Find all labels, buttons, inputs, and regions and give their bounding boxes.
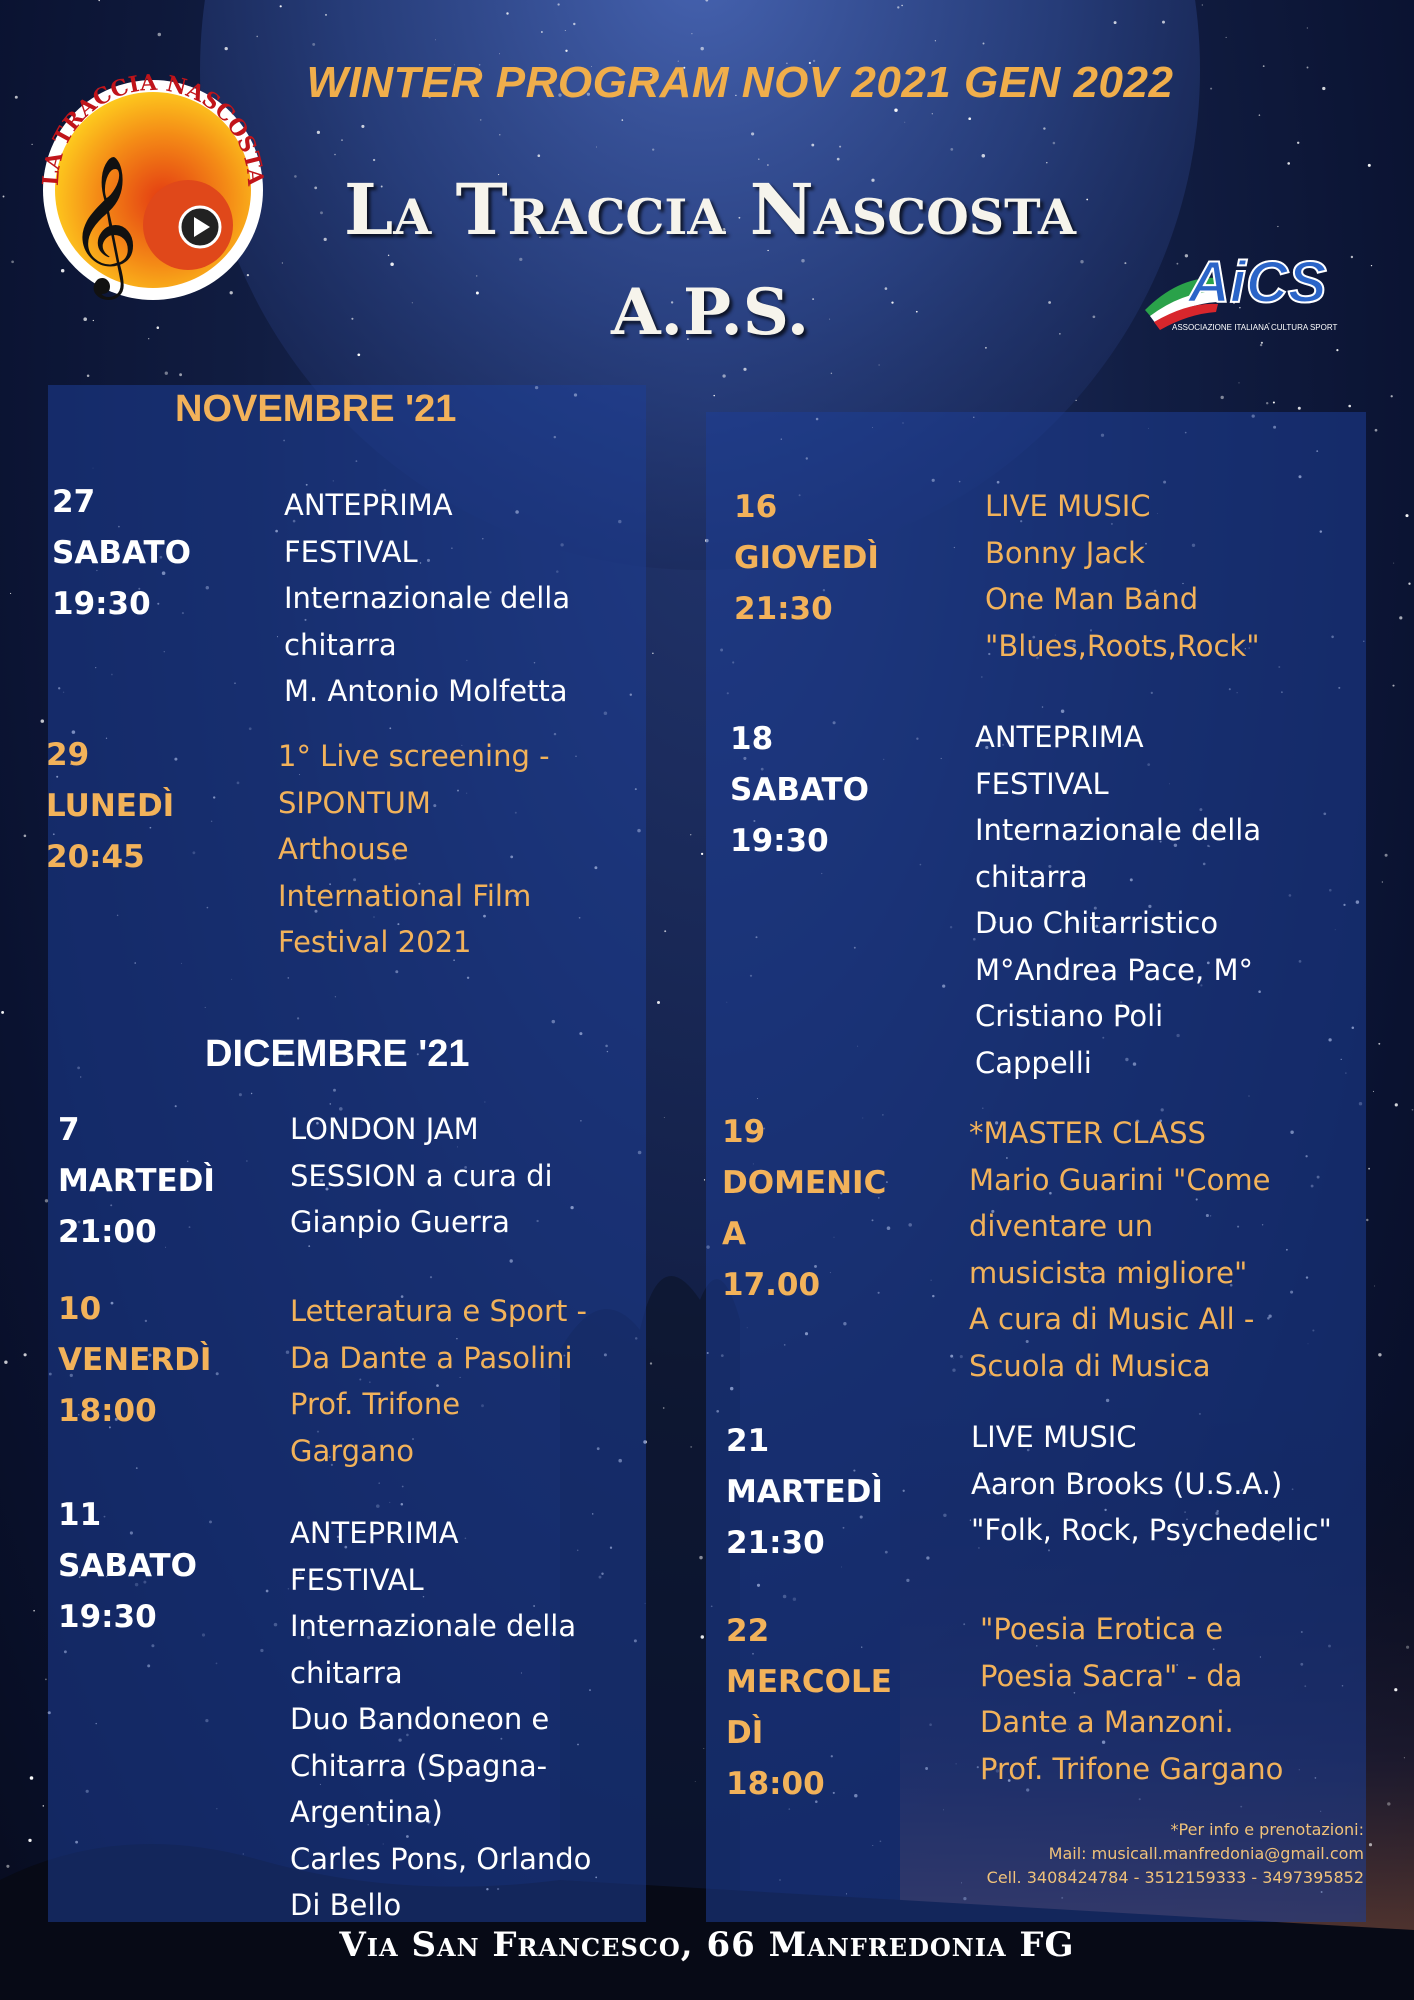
star	[1351, 256, 1353, 258]
star	[256, 36, 258, 38]
star	[622, 119, 624, 121]
star	[334, 154, 336, 156]
star	[43, 1805, 45, 1807]
star	[1378, 1043, 1380, 1045]
star	[93, 320, 94, 321]
star	[664, 1117, 665, 1118]
star	[1394, 1688, 1397, 1691]
star	[1399, 616, 1402, 619]
star	[664, 930, 666, 932]
star	[1395, 1103, 1398, 1106]
star	[1391, 395, 1393, 397]
star	[901, 5, 902, 6]
star	[650, 1362, 652, 1364]
star	[1366, 1219, 1368, 1221]
star	[506, 12, 508, 14]
star	[325, 14, 327, 16]
event-date: 27 SABATO 19:30	[52, 484, 192, 622]
event-date: 11 SABATO 19:30	[58, 1497, 198, 1635]
star	[1393, 563, 1394, 564]
event-description: LIVE MUSIC Bonny Jack One Man Band "Blues,Roots,Rock"	[985, 489, 1260, 663]
star	[1387, 1802, 1390, 1805]
star	[743, 368, 746, 371]
event-description: 1° Live screening - SIPONTUM Arthouse International Film Festival 2021	[278, 739, 550, 959]
star	[28, 1839, 31, 1842]
star	[1348, 405, 1351, 408]
star	[767, 164, 769, 166]
star	[312, 43, 315, 46]
logo-ring-text: LA TRACCIA NASCOSTA	[37, 69, 269, 187]
star	[282, 262, 283, 263]
star	[148, 338, 149, 339]
svg-text:𝄞: 𝄞	[68, 155, 139, 294]
star	[1046, 162, 1047, 163]
star	[1408, 583, 1410, 585]
star	[758, 158, 760, 160]
star	[24, 835, 27, 838]
star	[701, 853, 703, 855]
star	[1298, 407, 1301, 410]
star	[663, 1407, 665, 1409]
star	[983, 43, 985, 45]
event-description: ANTEPRIMA FESTIVAL Internazionale della chitarra M. Antonio Molfetta	[284, 488, 571, 708]
star	[701, 1635, 704, 1638]
star	[596, 147, 597, 148]
star	[1371, 265, 1372, 266]
star	[1404, 1757, 1405, 1758]
star	[30, 1776, 34, 1780]
star	[1221, 396, 1224, 399]
star	[1378, 1353, 1381, 1356]
star	[1405, 514, 1408, 517]
event-date: 21 MARTEDÌ 21:30	[726, 1423, 883, 1561]
star	[1322, 87, 1325, 90]
star	[87, 374, 90, 377]
aics-tagline: ASSOCIAZIONE ITALIANA CULTURA SPORT	[1172, 323, 1338, 332]
star	[4, 1360, 7, 1363]
star	[1368, 164, 1371, 167]
organization-title: La Traccia Nascosta	[343, 168, 1076, 251]
star	[1373, 1091, 1374, 1092]
star	[1287, 162, 1290, 165]
star	[1277, 226, 1278, 227]
star	[1392, 685, 1394, 687]
association-logo	[28, 55, 278, 305]
star	[373, 159, 375, 161]
star	[839, 146, 841, 148]
star	[700, 47, 703, 50]
aics-name: AiCS	[1188, 250, 1327, 315]
star	[879, 364, 880, 365]
star	[894, 108, 897, 111]
star	[1307, 27, 1308, 28]
star	[24, 1353, 27, 1356]
star	[1263, 65, 1265, 67]
star	[388, 255, 389, 256]
star	[361, 125, 364, 128]
star	[811, 144, 814, 147]
star	[390, 262, 394, 266]
star	[158, 33, 161, 36]
star	[968, 117, 971, 120]
event-date: 19 DOMENIC A 17.00	[722, 1114, 887, 1303]
event-date: 29 LUNEDÌ 20:45	[46, 737, 175, 875]
star	[317, 131, 320, 134]
event-date: 22 MERCOLE DÌ 18:00	[726, 1613, 892, 1802]
month-heading-december: DICEMBRE '21	[205, 1033, 470, 1075]
star	[1259, 114, 1261, 116]
star	[831, 373, 832, 374]
star	[45, 1679, 47, 1681]
star	[6, 1865, 9, 1868]
star	[1, 1011, 4, 1014]
star	[341, 139, 343, 141]
star	[690, 834, 691, 835]
star	[1124, 262, 1126, 264]
month-heading-november: NOVEMBRE '21	[175, 388, 457, 430]
star	[565, 50, 567, 52]
star	[165, 372, 168, 375]
event-description: Letteratura e Sport - Da Dante a Pasolini Prof. Trifone Gargano	[290, 1294, 588, 1468]
star	[1406, 1646, 1409, 1649]
star	[537, 154, 540, 157]
star	[652, 653, 653, 654]
star	[1368, 1168, 1370, 1170]
star	[690, 1446, 692, 1448]
star	[179, 373, 182, 376]
event-description: "Poesia Erotica e Poesia Sacra" - da Dante a Manzoni. Prof. Trifone Gargano	[980, 1612, 1284, 1786]
star	[801, 259, 804, 262]
contact-info	[987, 1818, 1364, 1890]
star	[11, 260, 14, 263]
star	[1076, 400, 1077, 401]
star	[1260, 344, 1262, 346]
star	[519, 258, 522, 261]
star	[1043, 127, 1045, 129]
star	[703, 1748, 704, 1749]
star	[897, 6, 899, 8]
aics-logo	[1140, 240, 1340, 340]
star	[1307, 67, 1309, 69]
star	[1202, 4, 1203, 5]
event-date: 7 MARTEDÌ 21:00	[58, 1112, 215, 1250]
star	[657, 1001, 660, 1004]
event-description: LIVE MUSIC Aaron Brooks (U.S.A.) "Folk, Rock, Psychedelic"	[971, 1420, 1332, 1547]
star	[565, 30, 566, 31]
star	[1080, 260, 1083, 263]
star	[499, 53, 500, 54]
star	[3, 196, 5, 198]
star	[904, 122, 905, 123]
star	[225, 47, 228, 50]
star	[1336, 349, 1338, 351]
star	[751, 132, 754, 135]
event-date: 18 SABATO 19:30	[730, 721, 870, 859]
star	[280, 5, 282, 7]
info-phones: Cell. 3408424784 - 3512159333 - 3497395852	[986, 1868, 1364, 1887]
organization-subtitle: A.P.S.	[611, 275, 809, 350]
star	[541, 31, 543, 33]
info-email: Mail: musicall.manfredonia@gmail.com	[1048, 1844, 1364, 1863]
star	[435, 39, 436, 40]
event-description: ANTEPRIMA FESTIVAL Internazionale della chitarra Duo Bandoneon e Chitarra (Spagna- Argentina) Carles Pons, Orlando Di Bello	[290, 1516, 592, 1922]
star	[33, 1610, 35, 1612]
event-description: LONDON JAM SESSION a cura di Gianpio Guerra	[290, 1112, 553, 1239]
star	[713, 395, 714, 396]
program-title: WINTER PROGRAM NOV 2021 GEN 2022	[306, 58, 1174, 107]
star	[157, 326, 160, 329]
star	[499, 134, 500, 135]
star	[98, 0, 100, 1]
star	[1297, 142, 1299, 144]
star	[10, 593, 11, 594]
star	[15, 96, 18, 99]
star	[935, 40, 936, 41]
star	[1226, 37, 1227, 38]
event-description: ANTEPRIMA FESTIVAL Internazionale della chitarra Duo Chitarristico M°Andrea Pace, M° Cristiano Poli Cappelli	[975, 720, 1262, 1080]
star	[1374, 1286, 1375, 1287]
star	[41, 719, 45, 723]
star	[1375, 429, 1378, 432]
star	[1369, 1843, 1372, 1846]
star	[691, 33, 692, 34]
event-date: 16 GIOVEDÌ 21:30	[734, 489, 879, 627]
star	[557, 3, 559, 5]
star	[950, 148, 953, 151]
star	[722, 374, 725, 377]
star	[83, 317, 87, 321]
star	[1162, 21, 1165, 24]
star	[480, 119, 482, 121]
star	[982, 154, 986, 158]
star	[1273, 401, 1275, 403]
star	[573, 23, 575, 25]
event-date: 10 VENERDÌ 18:00	[58, 1291, 212, 1429]
event-description: *MASTER CLASS Mario Guarini "Come diventare un musicista migliore" A cura di Music All - Scuola di Musica	[969, 1116, 1271, 1383]
star	[1261, 342, 1263, 344]
star	[1385, 854, 1388, 857]
star	[1382, 881, 1383, 882]
star	[695, 1781, 696, 1782]
star	[837, 158, 840, 161]
star	[652, 148, 654, 150]
star	[1412, 1109, 1414, 1111]
star	[699, 1556, 702, 1559]
star	[932, 113, 933, 114]
info-heading: *Per info e prenotazioni:	[1170, 1820, 1364, 1839]
star	[1238, 382, 1239, 383]
venue-address: Via San Francesco, 66 Manfredonia FG	[339, 1925, 1075, 1965]
star	[704, 1179, 705, 1180]
star	[1053, 142, 1056, 145]
star	[357, 353, 360, 356]
star	[1266, 402, 1268, 404]
star	[1114, 21, 1117, 24]
